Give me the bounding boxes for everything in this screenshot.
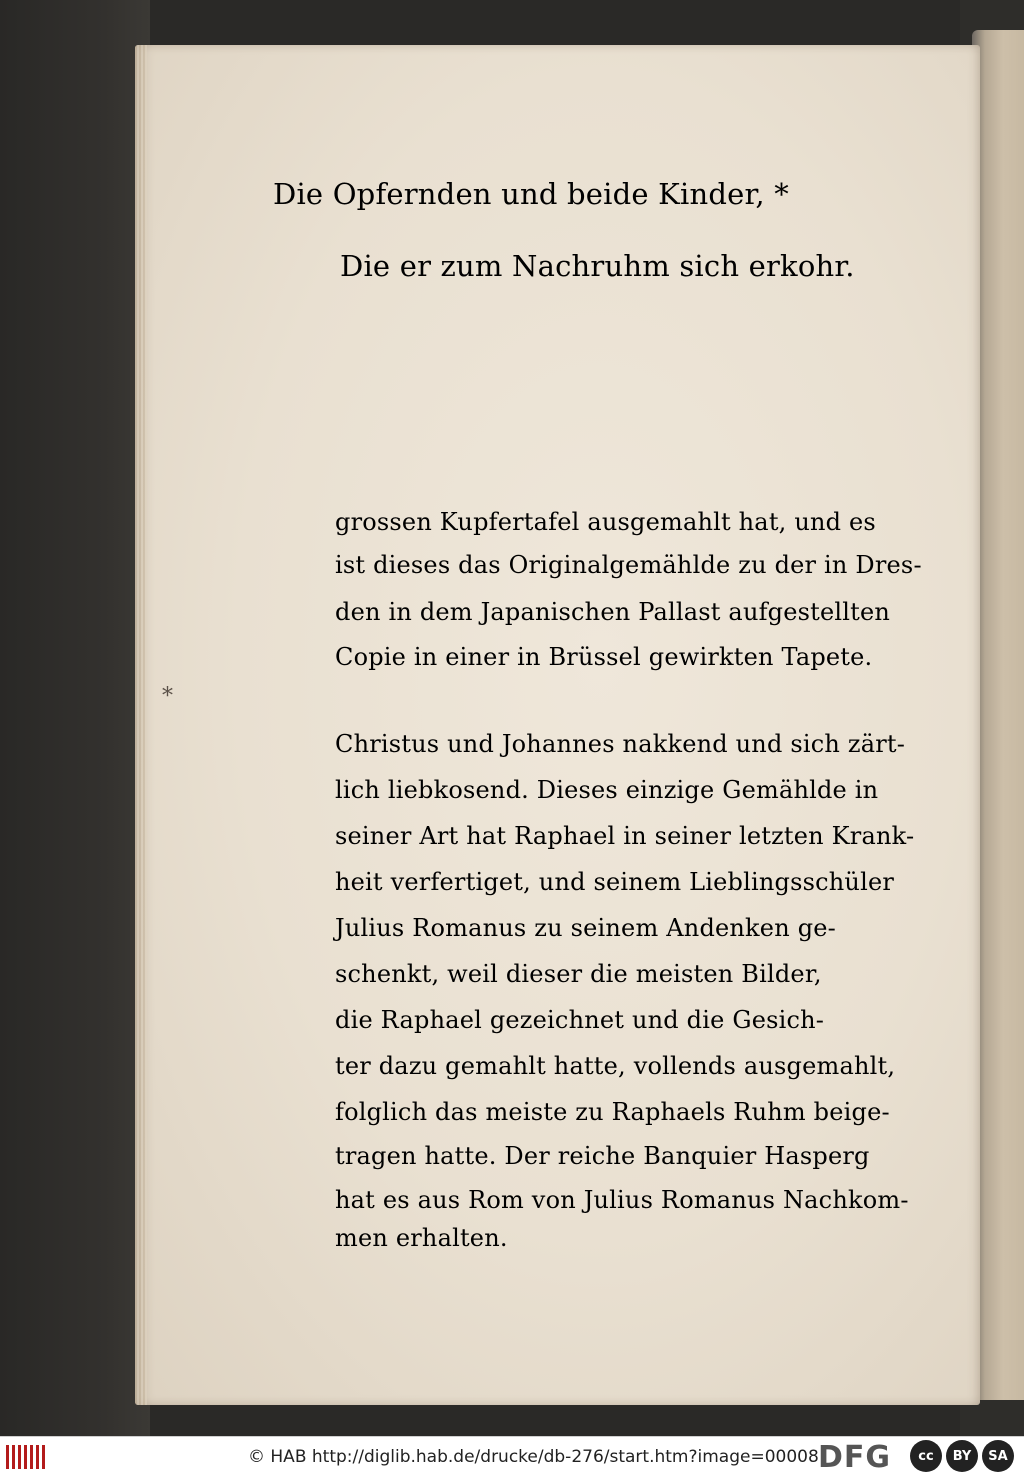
footer-bar [0, 1436, 1024, 1477]
license-badges[interactable] [910, 1440, 1014, 1472]
source-link[interactable]: © HAB http://diglib.hab.de/drucke/db-276/start.htm?image=00008 [248, 1447, 819, 1467]
footnote-line: seiner Art hat Raphael in seiner letzten Krank- [335, 822, 915, 850]
footnote-line: tragen hatte. Der reiche Banquier Hasperg [335, 1142, 870, 1170]
footnote-line: schenkt, weil dieser die meisten Bilder, [335, 960, 822, 988]
footnote-line: men erhalten. [335, 1224, 508, 1252]
note-line: den in dem Japanischen Pallast aufgestellten [335, 598, 891, 626]
footnote-line: ter dazu gemahlt hatte, vollends ausgemahlt, [335, 1052, 896, 1080]
footnote-line: heit verfertiget, und seinem Lieblingsschüler [335, 868, 895, 896]
backdrop-left [0, 0, 150, 1436]
footnote-marker: * [162, 684, 173, 709]
verse-line-2: Die er zum Nachruhm sich erkohr. [340, 249, 855, 283]
note-line: Copie in einer in Brüssel gewirkten Tapete. [335, 643, 873, 671]
footnote-line: lich liebkosend. Dieses einzige Gemählde in [335, 776, 879, 804]
note-line: ist dieses das Originalgemählde zu der in Dres- [335, 551, 922, 579]
footnote-line: Julius Romanus zu seinem Andenken ge- [335, 914, 836, 942]
footnote-line: hat es aus Rom von Julius Romanus Nachkom- [335, 1186, 909, 1214]
sa-icon: SA [982, 1440, 1014, 1472]
verse-line-1: Die Opfernden und beide Kinder, * [273, 177, 789, 211]
cc-icon: cc [910, 1440, 942, 1472]
footnote-line: die Raphael gezeichnet und die Gesich- [335, 1006, 825, 1034]
note-line: grossen Kupfertafel ausgemahlt hat, und es [335, 508, 876, 536]
dfg-logo: DFG [818, 1440, 892, 1475]
footnote-line: folglich das meiste zu Raphaels Ruhm beige- [335, 1098, 890, 1126]
hab-logo-icon [6, 1445, 46, 1469]
page-edge-stack [135, 45, 147, 1405]
footnote-line: Christus und Johannes nakkend und sich zärt- [335, 730, 906, 758]
by-icon: BY [946, 1440, 978, 1472]
